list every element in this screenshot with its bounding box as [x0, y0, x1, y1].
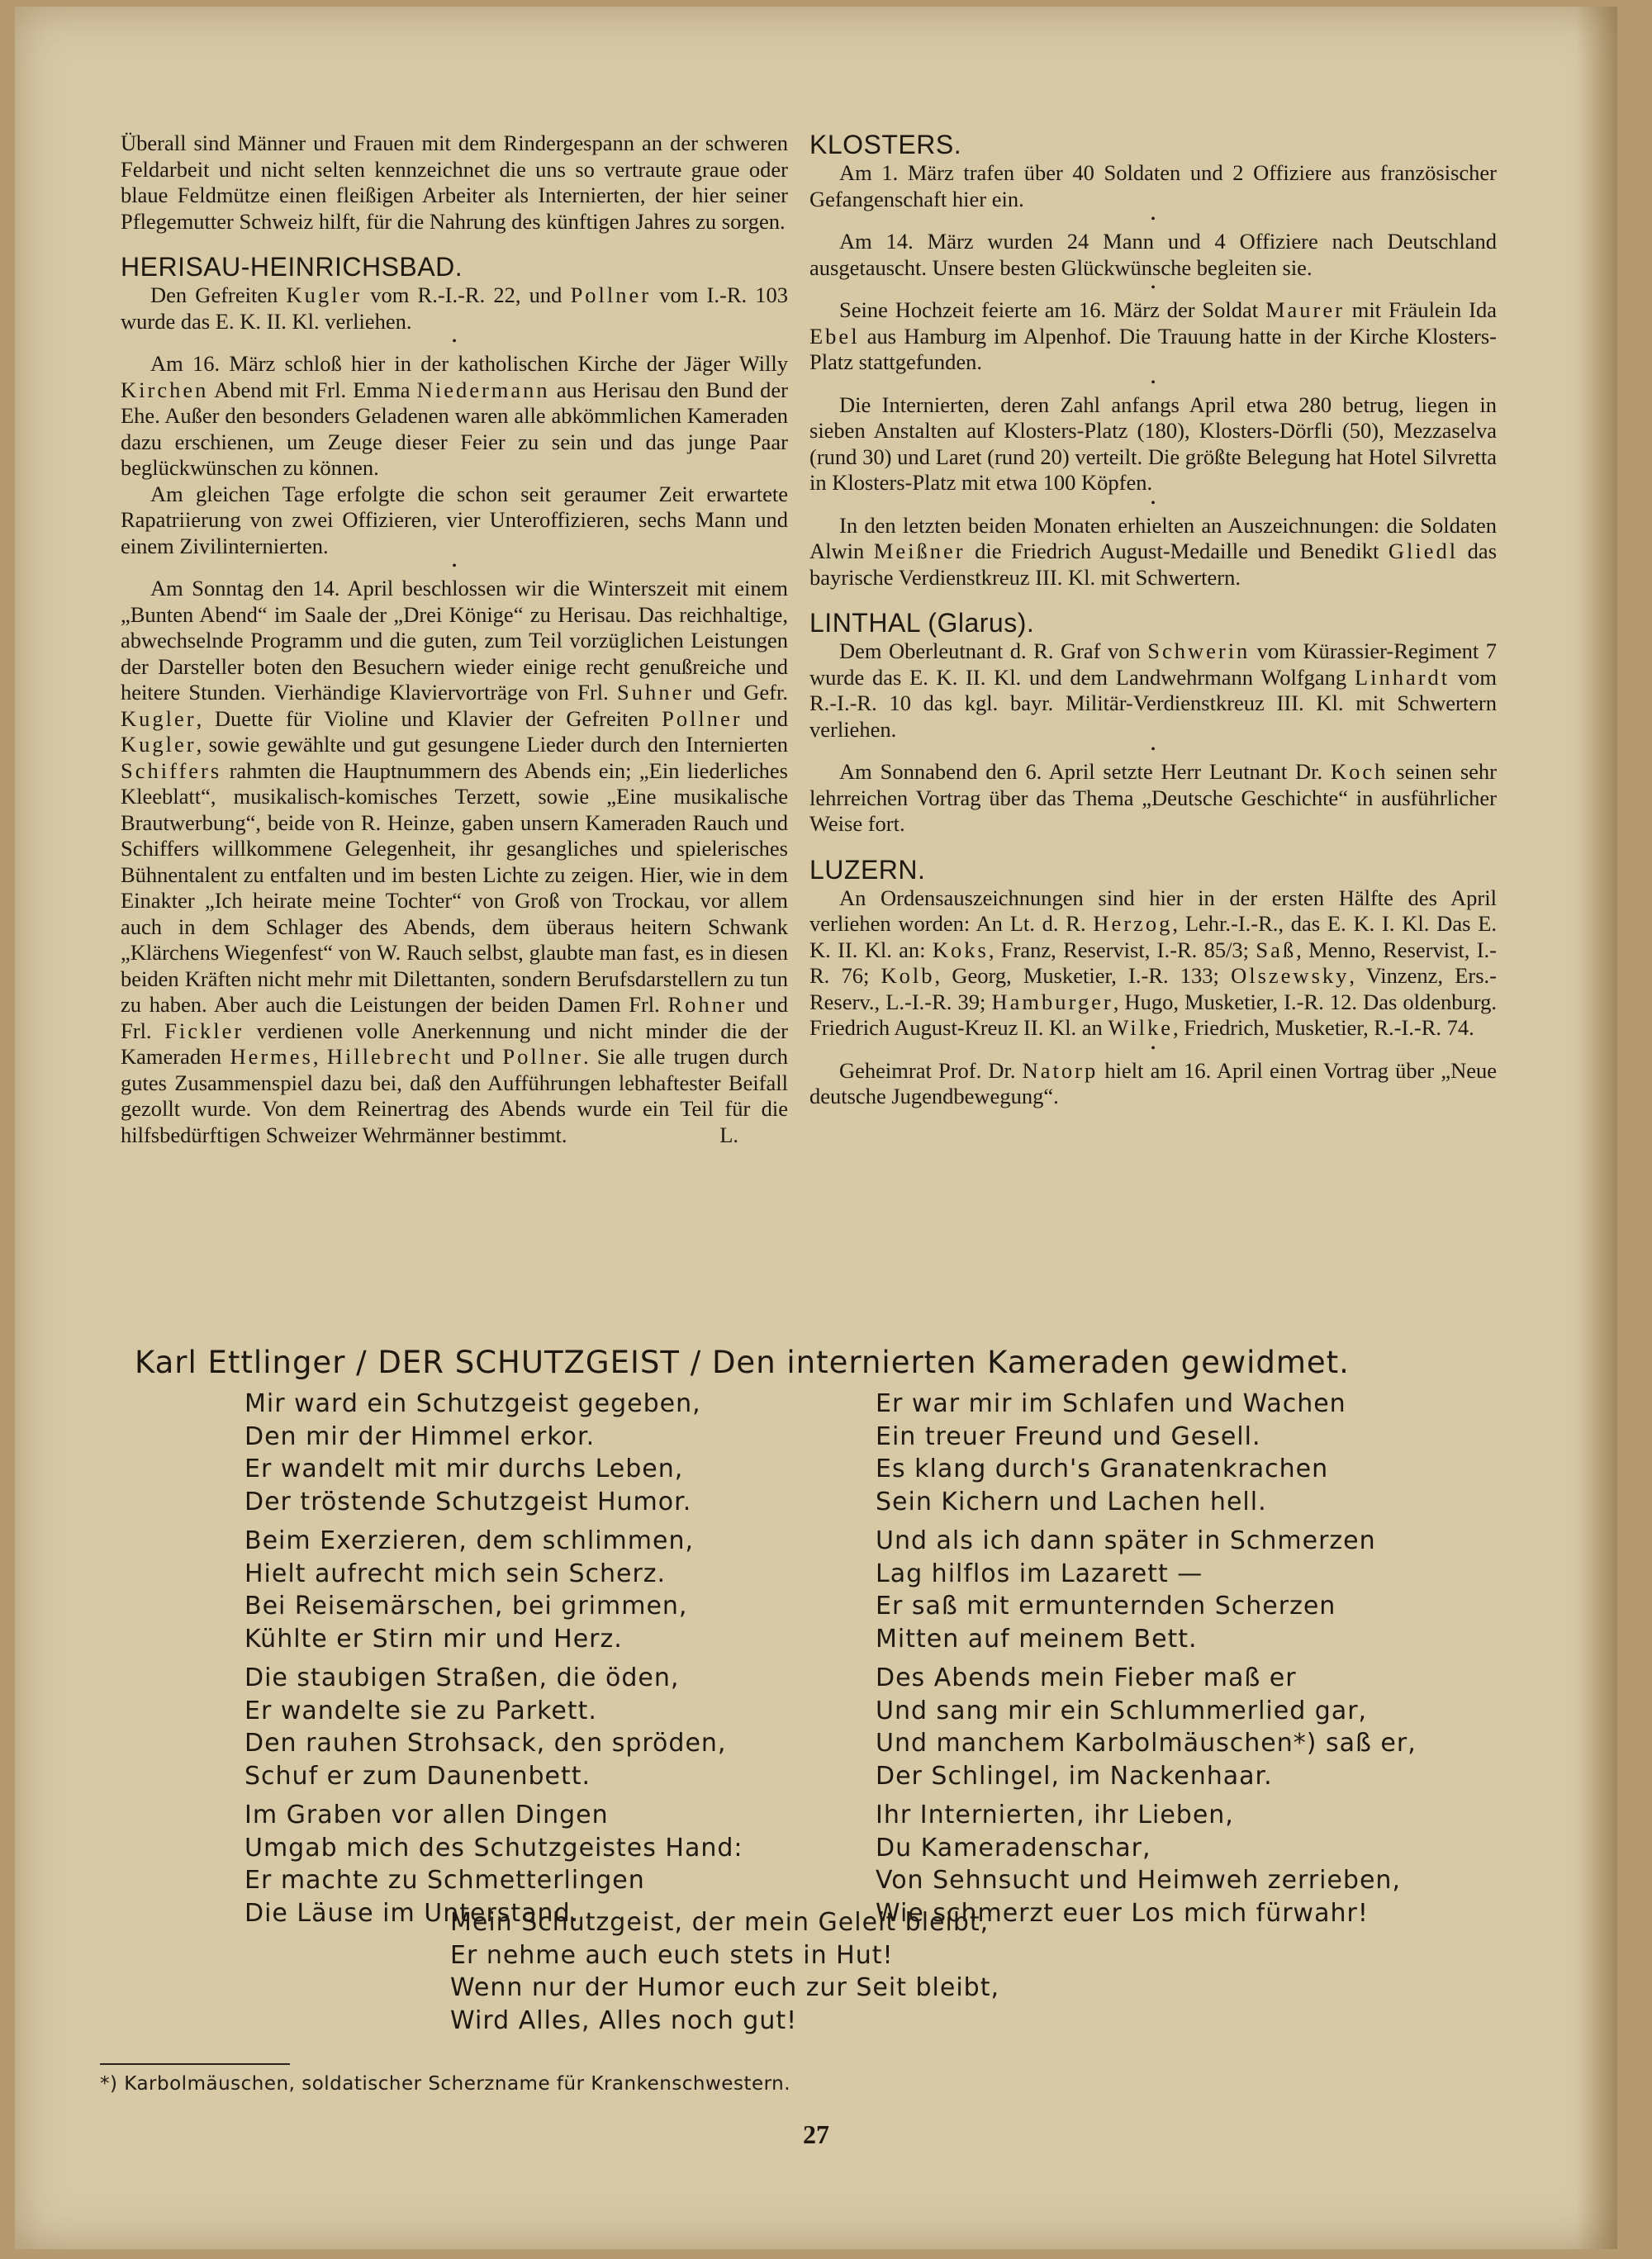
- heading-linthal: LINTHAL (Glarus).: [809, 608, 1035, 638]
- poem-line: Bei Reisemärschen, bei grimmen,: [244, 1592, 688, 1621]
- herisau-paragraph-2: Am 16. März schloß hier in der katholischen Kirche der Jäger Willy Kirchen Abend mit Frl. Emma Niedermann aus Herisau den Bund der Ehe. Außer den besonders Geladenen waren alle abkömmlichen Kameraden dazu erschienen, um Zeuge dieser Feier zu sein und das junge Paar beglückwünschen zu können.: [121, 351, 789, 480]
- poem-line: Er nehme auch euch stets in Hut!: [450, 1940, 894, 1970]
- separator-star: •: [1151, 743, 1156, 757]
- signature: L.: [719, 1122, 738, 1147]
- herisau-paragraph-4: Am Sonntag den 14. April beschlossen wir die Winterszeit mit einem „Bunten Abend“ im Saale der „Drei Könige“ zu Herisau. Das reichhaltige, abwechselnde Programm und die guten, zum Teil vorzüglichen Leistungen der Darsteller boten den Besuchern wieder einige recht genußreiche und heitere Stunden. Vierhändige Klaviervorträge von Frl. Suhner und Gefr. Kugler, Duette für Violine und Klavier der Gefreiten Pollner und Kugler, sowie gewählte und gut gesungene Lieder durch den Internierten Schiffers rahmten die Hauptnummern des Abends ein; „Ein liederliches Kleeblatt“, musikalisch-komisches Terzett, sowie „Eine musikalische Brautwerbung“, beide von R. Heinze, gaben unsern Kameraden Rauch und Schiffers willkommene Gelegenheit, ihr gesangliches und spielerisches Bühnentalent zu entfalten und im besten Lichte zu zeigen. Hier, wie in dem Einakter „Ich heirate meine Tochter“ von Groß von Trockau, vor allem auch in dem Schlager des Abends, dem überaus heitern Schwank „Klärchens Wiegenfest“ von W. Rauch selbst, glaubte man fast, es in diesen beiden Kräften nicht mehr mit Dilettanten, sondern Berufsdarstellern zu tun zu haben. Aber auch die Leistungen der beiden Damen Frl. Rohner und Frl. Fickler verdienen volle Anerkennung und nicht minder die der Kameraden Hermes, Hillebrecht und Pollner. Sie alle trugen durch gutes Zusammenspiel dazu bei, daß den Aufführungen lebhaftester Beifall gezollt wurde. Von dem Reinertrag des Abends wurde ein Teil für die hilfsbedürftigen Schweizer Wehrmänner bestimmt. L.: [121, 576, 789, 1147]
- separator-star: •: [452, 559, 457, 573]
- poem-line: Der Schlingel, im Nackenhaar.: [876, 1761, 1273, 1791]
- poem-line: Des Abends mein Fieber maß er: [876, 1663, 1297, 1692]
- poem-line: Der tröstende Schutzgeist Humor.: [244, 1487, 692, 1516]
- poem-line: Schuf er zum Daunenbett.: [244, 1761, 591, 1791]
- linthal-paragraph-2: Am Sonnabend den 6. April setzte Herr Leutnant Dr. Koch seinen sehr lehrreichen Vortrag über das Thema „Deutsche Geschichte“ in ausführlicher Weise fort.: [809, 759, 1497, 836]
- page-number: 27: [803, 2119, 829, 2149]
- klosters-paragraph-3: Seine Hochzeit feierte am 16. März der Soldat Maurer mit Fräulein Ida Ebel aus Hamburg im Alpenhof. Die Trauung hatte in der Kirche Klosters-Platz stattgefunden.: [809, 297, 1497, 374]
- heading-klosters: KLOSTERS.: [809, 130, 962, 159]
- poem-line: Wird Alles, Alles noch gut!: [450, 2005, 798, 2035]
- poem-stanza: [244, 1662, 839, 1792]
- klosters-paragraph-2: Am 14. März wurden 24 Mann und 4 Offiziere nach Deutschland ausgetauscht. Unsere besten Glückwünsche begleiten sie.: [809, 229, 1497, 280]
- poem-line: Hielt aufrecht mich sein Scherz.: [244, 1559, 667, 1588]
- separator-star: •: [1151, 281, 1156, 295]
- poem-line: Wenn nur der Humor euch zur Seit bleibt,: [450, 1973, 1000, 2002]
- poem-line: Er wandelt mit mir durchs Leben,: [244, 1455, 684, 1483]
- poem-line: Im Graben vor allen Dingen: [244, 1801, 609, 1830]
- page: [15, 7, 1617, 2249]
- poem-line: Kühlte er Stirn mir und Herz.: [244, 1624, 623, 1654]
- poem-line: Den rauhen Strohsack, den spröden,: [244, 1729, 727, 1758]
- poem-stanza: [876, 1525, 1503, 1655]
- separator-star: •: [1151, 212, 1156, 226]
- poem-line: Es klang durch's Granatenkrachen: [876, 1455, 1329, 1483]
- poem-line: Beim Exerzieren, dem schlimmen,: [244, 1526, 694, 1555]
- luzern-paragraph-2: Geheimrat Prof. Dr. Natorp hielt am 16. April einen Vortrag über „Neue deutsche Jugendbewegung“.: [809, 1057, 1497, 1108]
- poem-line: Er war mir im Schlafen und Wachen: [876, 1389, 1346, 1418]
- poem-title: Karl Ettlinger / DER SCHUTZGEIST / Den internierten Kameraden gewidmet.: [135, 1345, 1350, 1380]
- linthal-paragraph-1: Dem Oberleutnant d. R. Graf von Schwerin vom Kürassier-Regiment 7 wurde das E. K. II. Kl. und dem Landwehrmann Wolfgang Linhardt vom R.-I.-R. 10 das kgl. bayr. Militär-Verdienstkreuz III. Kl. mit Schwertern verliehen.: [809, 638, 1497, 742]
- poem-line: Er saß mit ermunternden Scherzen: [876, 1592, 1336, 1621]
- poem-right-column: [876, 1388, 1503, 1936]
- poem-line: Mein Schutzgeist, der mein Geleit bleibt,: [450, 1908, 990, 1937]
- right-column: [809, 131, 1497, 1110]
- footnote: *) Karbolmäuschen, soldatischer Scherzname für Krankenschwestern.: [100, 2073, 791, 2095]
- poem-line: Lag hilflos im Lazarett —: [876, 1559, 1203, 1588]
- poem-line: Die staubigen Straßen, die öden,: [244, 1663, 680, 1692]
- luzern-paragraph-1: An Ordensauszeichnungen sind hier in der ersten Hälfte des April verliehen worden: An Lt. d. R. Herzog, Lehr.-I.-R., das E. K. I. Kl. Das E. K. II. Kl. an: Koks, Franz, Reservist, I.-R. 85/3; Saß, Menno, Reservist, I.-R. 76; Kolb, Georg, Musketier, I.-R. 133; Olszewsky, Vinzenz, Ers.-Reserv., L.-I.-R. 39; Hamburger, Hugo, Musketier, I.-R. 12. Das oldenburg. Friedrich August-Kreuz II. Kl. an Wilke, Friedrich, Musketier, R.-I.-R. 74.: [809, 885, 1497, 1040]
- klosters-paragraph-5: In den letzten beiden Monaten erhielten an Auszeichnungen: die Soldaten Alwin Meißner die Friedrich August-Medaille und Benedikt Gliedl das bayrische Verdienstkreuz III. Kl. mit Schwertern.: [809, 512, 1498, 590]
- poem-line: Mitten auf meinem Bett.: [876, 1624, 1198, 1654]
- left-column: [121, 131, 788, 1148]
- poem-line: Wie schmerzt euer Los mich fürwahr!: [876, 1898, 1369, 1928]
- page-edge-shadow: [1576, 7, 1617, 2249]
- poem-line: Er machte zu Schmetterlingen: [244, 1866, 645, 1895]
- poem-stanza: [244, 1388, 839, 1518]
- heading-luzern: LUZERN.: [809, 854, 926, 885]
- poem-line: Und manchem Karbolmäuschen*) saß er,: [876, 1729, 1417, 1758]
- klosters-paragraph-1: Am 1. März trafen über 40 Soldaten und 2 Offiziere aus französischer Gefangenschaft hier ein.: [809, 160, 1497, 211]
- poem-line: Sein Kichern und Lachen hell.: [876, 1487, 1267, 1516]
- poem-line: Von Sehnsucht und Heimweh zerrieben,: [876, 1866, 1401, 1895]
- poem-line: Umgab mich des Schutzgeistes Hand:: [244, 1833, 743, 1863]
- herisau-paragraph-1: Den Gefreiten Kugler vom R.-I.-R. 22, und Pollner vom I.-R. 103 wurde das E. K. II. Kl. verliehen.: [121, 282, 789, 334]
- poem-left-column: [244, 1388, 839, 1936]
- poem-final-stanza: [450, 1906, 1194, 2037]
- heading-herisau: HERISAU-HEINRICHSBAD.: [121, 252, 463, 282]
- poem-stanza: [244, 1525, 839, 1655]
- poem-line: Und sang mir ein Schlummerlied gar,: [876, 1696, 1368, 1725]
- poem-stanza: [876, 1662, 1503, 1792]
- poem-line: Den mir der Himmel erkor.: [244, 1421, 596, 1451]
- poem-line: Und als ich dann später in Schmerzen: [876, 1526, 1376, 1555]
- poem-line: Die Läuse im Unterstand.: [244, 1898, 580, 1928]
- klosters-paragraph-4: Die Internierten, deren Zahl anfangs April etwa 280 betrug, liegen in sieben Anstalten auf Klosters-Platz (180), Klosters-Dörfli (50), Mezzaselva (rund 30) und Laret (rund 20) verteilt. Die größte Belegung hat Hotel Silvretta in Klosters-Platz mit etwa 100 Köpfen.: [809, 392, 1497, 495]
- separator-star: •: [1151, 1041, 1156, 1056]
- poem-line: Du Kameradenschar,: [876, 1833, 1151, 1863]
- poem-stanza: [876, 1388, 1503, 1518]
- poem-line: Er wandelte sie zu Parkett.: [244, 1696, 597, 1725]
- separator-star: •: [452, 335, 457, 349]
- poem-line: Ihr Internierten, ihr Lieben,: [876, 1801, 1234, 1830]
- footnote-divider: [100, 2063, 290, 2065]
- poem-line: Mir ward ein Schutzgeist gegeben,: [244, 1389, 701, 1418]
- poem-line: Ein treuer Freund und Gesell.: [876, 1421, 1261, 1451]
- intro-paragraph: Überall sind Männer und Frauen mit dem Rindergespann an der schweren Feldarbeit und nicht selten kennzeichnet die uns so vertraute graue oder blaue Feldmütze einen fleißigen Arbeiter als Internierten, der hier seiner Pflegemutter Schweiz hilft, für die Nahrung des künftigen Jahres zu sorgen.: [121, 131, 788, 234]
- separator-star: •: [1151, 375, 1156, 390]
- separator-star: •: [1151, 496, 1156, 510]
- herisau-paragraph-3: Am gleichen Tage erfolgte die schon seit geraumer Zeit erwartete Rapatriierung von zwei Offizieren, vier Unteroffizieren, sechs Mann und einem Zivilinternierten.: [121, 481, 788, 558]
